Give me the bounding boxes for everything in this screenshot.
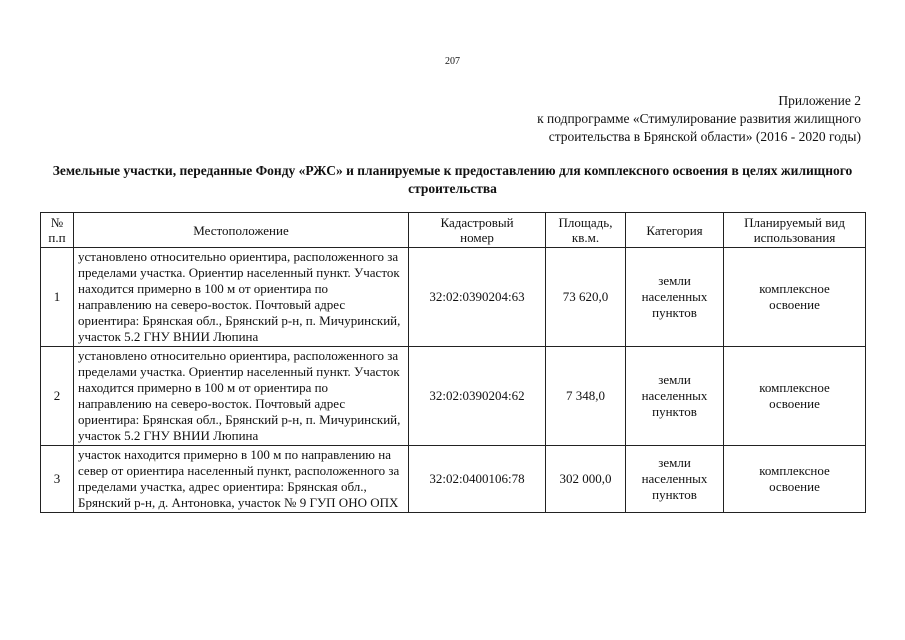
appendix-program-line: к подпрограмме «Стимулирование развития жилищного — [537, 111, 861, 126]
usage-cell: комплексное освоение — [724, 248, 866, 347]
category-cell: земли населенных пунктов — [626, 446, 724, 513]
row-number: 2 — [41, 347, 74, 446]
table-row — [41, 446, 866, 513]
header-location: Местоположение — [74, 213, 409, 248]
area-cell: 73 620,0 — [546, 248, 626, 347]
land-plots-table — [40, 212, 866, 513]
header-area: Площадь, кв.м. — [546, 213, 626, 248]
table-header-row — [41, 213, 866, 248]
location-cell: участок находится примерно в 100 м по направлению на север от ориентира населенный пункт, расположенного за пределами участка, адрес ориентира: Брянская обл., Брянский р-н, д. Антоновка, участок № 9 ГУП ОНО ОПХ — [74, 446, 409, 513]
header-usage: Планируемый вид использования — [724, 213, 866, 248]
cadastral-cell: 32:02:0390204:62 — [409, 347, 546, 446]
row-number: 3 — [41, 446, 74, 513]
appendix-header — [537, 92, 861, 146]
location-cell: установлено относительно ориентира, расположенного за пределами участка. Ориентир населенный пункт. Участок находится примерно в 100 м от ориентира по направлению на северо-восток. Почтовый адрес ориентира: Брянская обл., Брянский р-н, п. Мичуринский, участок 5.2 ГНУ ВНИИ Люпина — [74, 248, 409, 347]
cadastral-cell: 32:02:0390204:63 — [409, 248, 546, 347]
area-cell: 302 000,0 — [546, 446, 626, 513]
usage-cell: комплексное освоение — [724, 446, 866, 513]
appendix-label: Приложение 2 — [778, 93, 861, 108]
area-cell: 7 348,0 — [546, 347, 626, 446]
header-cadastral: Кадастровый номер — [409, 213, 546, 248]
usage-cell: комплексное освоение — [724, 347, 866, 446]
page-number: 207 — [445, 56, 460, 67]
category-cell: земли населенных пунктов — [626, 347, 724, 446]
header-num: № п.п — [41, 213, 74, 248]
cadastral-cell: 32:02:0400106:78 — [409, 446, 546, 513]
category-cell: земли населенных пунктов — [626, 248, 724, 347]
header-category: Категория — [626, 213, 724, 248]
table-row — [41, 347, 866, 446]
table-row — [41, 248, 866, 347]
appendix-program-line: строительства в Брянской области» (2016 - 2020 годы) — [548, 129, 861, 144]
location-cell: установлено относительно ориентира, расположенного за пределами участка. Ориентир населенный пункт. Участок находится примерно в 100 м от ориентира по направлению на северо-восток. Почтовый адрес ориентира: Брянская обл., Брянский р-н, п. Мичуринский, участок 5.2 ГНУ ВНИИ Люпина — [74, 347, 409, 446]
document-title: Земельные участки, переданные Фонду «РЖС» и планируемые к предоставлению для комплексного освоения в целях жилищного строительства — [52, 163, 853, 196]
row-number: 1 — [41, 248, 74, 347]
